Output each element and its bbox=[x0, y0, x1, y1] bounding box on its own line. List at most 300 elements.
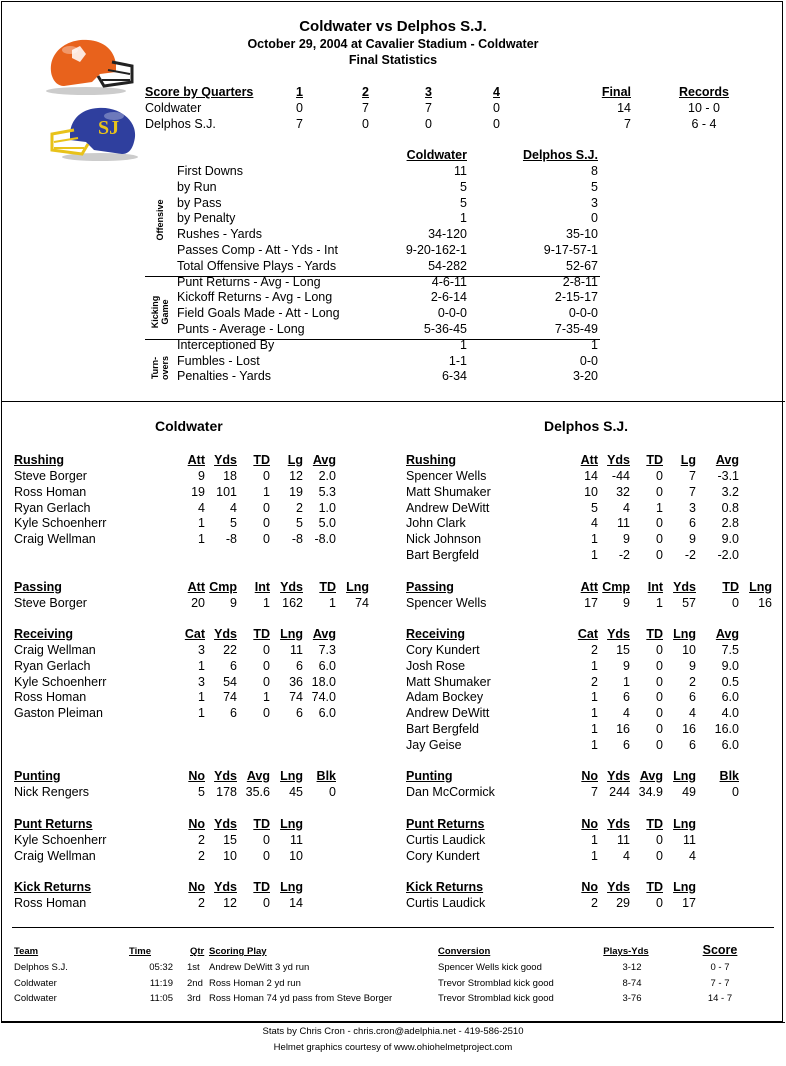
scoring-plays-yds: 3-12 bbox=[622, 962, 642, 973]
scoring-col-conversion: Conversion bbox=[438, 946, 491, 957]
column-header: No bbox=[188, 817, 205, 831]
score-team-name: Delphos S.J. bbox=[145, 117, 216, 131]
quarter-score: 7 bbox=[362, 101, 369, 115]
column-header: Att bbox=[187, 580, 205, 594]
player-stat: 74 bbox=[355, 596, 369, 610]
rushing-heading: Rushing bbox=[14, 453, 64, 467]
player-stat: 32 bbox=[616, 484, 630, 499]
scoring-plays-yds: 3-76 bbox=[622, 993, 642, 1004]
player-stat: 1 bbox=[591, 532, 598, 547]
group-label: Kicking Game bbox=[150, 295, 170, 329]
player-stat: 6.0 bbox=[721, 690, 739, 705]
team-stats-home-header: Coldwater bbox=[406, 148, 467, 162]
player-stat: 4 bbox=[623, 500, 630, 515]
player-stat: 4 bbox=[623, 848, 630, 863]
coldwater-helmet-icon bbox=[42, 36, 134, 96]
player-name: Matt Shumaker bbox=[406, 484, 491, 499]
team-stat-away: 2-15-17 bbox=[554, 290, 598, 305]
player-stat: 5 bbox=[198, 785, 205, 799]
player-stat: 34.9 bbox=[638, 785, 663, 799]
player-stat: 6 bbox=[296, 706, 303, 721]
player-stat: 0 bbox=[656, 896, 663, 910]
player-stat: 0 bbox=[263, 532, 270, 547]
player-stat: 11 bbox=[290, 833, 303, 847]
player-stat: 45 bbox=[289, 785, 303, 799]
column-header: TD bbox=[253, 627, 270, 641]
column-header: No bbox=[188, 769, 205, 783]
scoring-col-play: Scoring Play bbox=[209, 946, 267, 957]
quarter-header: 1 bbox=[296, 85, 303, 99]
scoring-plays-yds: 8-74 bbox=[622, 977, 642, 989]
player-stat: 74.0 bbox=[311, 690, 336, 705]
player-name: Curtis Laudick bbox=[406, 896, 486, 910]
player-stat: 74 bbox=[289, 690, 303, 705]
player-stat: 0 bbox=[656, 643, 663, 657]
column-header: Lng bbox=[280, 880, 303, 894]
player-stat: 2 bbox=[198, 833, 205, 847]
player-stat: 0 bbox=[656, 674, 663, 689]
quarter-score: 7 bbox=[296, 117, 303, 131]
player-name: Spencer Wells bbox=[406, 596, 487, 610]
scoring-conversion: Spencer Wells kick good bbox=[438, 962, 542, 973]
column-header: Yds bbox=[607, 817, 630, 831]
player-stat: 6.0 bbox=[721, 737, 739, 752]
player-stat: 0 bbox=[656, 722, 663, 736]
player-name: Ross Homan bbox=[14, 690, 87, 705]
player-stat: 1 bbox=[591, 833, 598, 847]
player-stat: 5 bbox=[591, 500, 598, 515]
team-stat-home: 34-120 bbox=[428, 227, 467, 242]
team-stat-label: by Run bbox=[177, 179, 217, 194]
player-stat: 1 bbox=[591, 706, 598, 721]
player-stat: 2 bbox=[591, 674, 598, 689]
column-header: Int bbox=[647, 580, 663, 594]
quarter-score: 0 bbox=[425, 117, 432, 131]
column-header: Avg bbox=[246, 769, 270, 783]
player-stat: 0 bbox=[656, 548, 663, 562]
team-record: 6 - 4 bbox=[691, 117, 717, 131]
player-stat: -8.0 bbox=[314, 532, 336, 547]
quarter-score: 0 bbox=[296, 101, 303, 115]
player-stat: 1 bbox=[656, 596, 663, 610]
scoring-col-score: Score bbox=[702, 943, 738, 957]
player-stat: 6 bbox=[689, 690, 696, 705]
column-header: TD bbox=[253, 817, 270, 831]
player-stat: 0 bbox=[263, 643, 270, 657]
player-stat: 19 bbox=[289, 484, 303, 499]
player-stat: 1 bbox=[198, 658, 205, 673]
player-stat: 0 bbox=[656, 706, 663, 721]
player-stat: 2 bbox=[296, 500, 303, 515]
team-stat-label: Punts - Average - Long bbox=[177, 322, 305, 336]
final-score: 7 bbox=[624, 117, 631, 131]
player-stat: -2 bbox=[684, 548, 696, 562]
player-stat: 0 bbox=[263, 469, 270, 483]
player-name: Jay Geise bbox=[406, 737, 462, 752]
player-name: Bart Bergfeld bbox=[406, 548, 479, 562]
player-stat: 2.8 bbox=[721, 516, 739, 531]
player-stat: 4.0 bbox=[721, 706, 739, 721]
player-stat: 4 bbox=[198, 500, 205, 515]
team-stat-home: 0-0-0 bbox=[437, 306, 467, 321]
column-header: TD bbox=[253, 880, 270, 894]
column-header: TD bbox=[646, 627, 663, 641]
team-stat-home: 54-282 bbox=[428, 258, 467, 273]
column-header: Avg bbox=[312, 453, 336, 467]
column-header: Yds bbox=[214, 453, 237, 467]
player-stat: 1 bbox=[263, 484, 270, 499]
away-team-heading: Delphos S.J. bbox=[544, 418, 629, 434]
player-name: Craig Wellman bbox=[14, 532, 96, 547]
team-stat-label: Field Goals Made - Att - Long bbox=[177, 306, 340, 321]
player-name: Craig Wellman bbox=[14, 643, 96, 657]
player-name: Curtis Laudick bbox=[406, 833, 486, 847]
player-stat: 5 bbox=[296, 516, 303, 531]
team-stat-home: 5 bbox=[460, 179, 467, 194]
player-stat: 49 bbox=[682, 785, 696, 799]
player-stat: 9 bbox=[198, 469, 205, 483]
team-stat-label: by Pass bbox=[177, 195, 222, 210]
team-stat-home: 11 bbox=[454, 164, 467, 178]
player-stat: 35.6 bbox=[245, 785, 270, 799]
player-name: Kyle Schoenherr bbox=[14, 833, 107, 847]
player-stat: 2 bbox=[198, 848, 205, 863]
player-stat: 5.3 bbox=[318, 484, 336, 499]
group-label: Turn- overs bbox=[150, 355, 170, 380]
player-stat: 6.0 bbox=[318, 658, 336, 673]
player-stat: 14 bbox=[584, 469, 598, 483]
player-stat: 54 bbox=[223, 674, 237, 689]
scoring-play: Andrew DeWitt 3 yd run bbox=[209, 962, 310, 973]
player-stat: 0 bbox=[656, 690, 663, 705]
player-stat: 10 bbox=[682, 643, 696, 657]
team-stat-home: 9-20-162-1 bbox=[405, 243, 467, 257]
player-stat: 0 bbox=[656, 484, 663, 499]
punting-heading: Punting bbox=[406, 769, 453, 783]
column-header: No bbox=[581, 769, 598, 783]
team-stat-label: First Downs bbox=[177, 164, 243, 178]
column-header: Lg bbox=[287, 453, 303, 467]
column-header: Att bbox=[187, 453, 205, 467]
player-name: Cory Kundert bbox=[406, 848, 480, 863]
scoring-qtr: 2nd bbox=[187, 977, 203, 989]
player-stat: 101 bbox=[216, 484, 237, 499]
player-stat: 9 bbox=[689, 658, 696, 673]
team-stat-home: 2-6-14 bbox=[430, 290, 467, 305]
player-stat: 36 bbox=[289, 674, 303, 689]
player-name: Ryan Gerlach bbox=[14, 500, 91, 515]
column-header: Lng bbox=[346, 580, 369, 594]
player-stat: 5.0 bbox=[318, 516, 336, 531]
player-name: Steve Borger bbox=[14, 596, 87, 610]
team-stat-home: 1 bbox=[460, 211, 467, 226]
column-header: Avg bbox=[639, 769, 663, 783]
column-header: Blk bbox=[719, 769, 739, 783]
column-header: Yds bbox=[280, 580, 303, 594]
team-stat-away: 35-10 bbox=[566, 227, 598, 242]
player-stat: -8 bbox=[225, 532, 237, 547]
player-stat: -3.1 bbox=[717, 469, 739, 483]
player-stat: 7 bbox=[591, 785, 598, 799]
quarter-header: 3 bbox=[425, 85, 432, 99]
player-stat: 1 bbox=[198, 516, 205, 531]
team-stat-home: 1 bbox=[460, 337, 467, 352]
player-stat: 1 bbox=[198, 706, 205, 721]
column-header: Int bbox=[254, 580, 270, 594]
column-header: Lg bbox=[680, 453, 696, 467]
player-stat: 2 bbox=[591, 896, 598, 910]
final-score: 14 bbox=[617, 101, 631, 115]
player-stat: 1 bbox=[656, 500, 663, 515]
player-stat: 244 bbox=[609, 785, 630, 799]
player-stat: 22 bbox=[223, 643, 237, 657]
player-stat: 9 bbox=[623, 596, 630, 610]
records-header: Records bbox=[678, 85, 730, 99]
player-stat: 6 bbox=[623, 690, 630, 705]
player-stat: 1 bbox=[198, 690, 205, 705]
player-stat: 16 bbox=[616, 722, 630, 736]
column-header: Lng bbox=[673, 817, 696, 831]
scoring-conversion: Trevor Stromblad kick good bbox=[438, 993, 554, 1004]
player-stat: 7 bbox=[689, 484, 696, 499]
scoring-col-qtr: Qtr bbox=[190, 946, 205, 957]
team-stats-away-header: Delphos S.J. bbox=[522, 148, 598, 162]
column-header: Yds bbox=[607, 627, 630, 641]
team-stat-away: 2-8-11 bbox=[562, 274, 598, 289]
player-stat: 0 bbox=[263, 658, 270, 673]
column-header: Att bbox=[580, 453, 598, 467]
team-stat-label: Rushes - Yards bbox=[177, 227, 262, 242]
player-stat: -44 bbox=[611, 469, 630, 483]
player-name: Ross Homan bbox=[14, 484, 87, 499]
player-stat: 15 bbox=[616, 643, 630, 657]
column-header: Blk bbox=[316, 769, 336, 783]
player-stat: 4 bbox=[689, 848, 696, 863]
player-name: Steve Borger bbox=[14, 469, 87, 483]
player-name: Adam Bockey bbox=[406, 690, 484, 705]
scoring-time: 11:05 bbox=[149, 993, 173, 1004]
team-stat-away: 1 bbox=[591, 337, 598, 352]
column-header: Cmp bbox=[209, 580, 237, 594]
player-stat: 15 bbox=[223, 833, 237, 847]
team-stat-away: 8 bbox=[591, 164, 598, 178]
player-stat: 1 bbox=[263, 596, 270, 610]
player-stat: 10 bbox=[289, 848, 303, 863]
player-stat: 11 bbox=[683, 833, 696, 847]
punt-returns-heading: Punt Returns bbox=[406, 817, 485, 831]
player-stat: 74 bbox=[223, 690, 237, 705]
scoring-qtr: 3rd bbox=[187, 993, 201, 1004]
team-stat-away: 0 bbox=[591, 211, 598, 226]
player-stat: 57 bbox=[682, 596, 696, 610]
quarter-score: 0 bbox=[493, 101, 500, 115]
column-header: No bbox=[188, 880, 205, 894]
player-stat: 3.2 bbox=[721, 484, 739, 499]
column-header: Avg bbox=[312, 627, 336, 641]
player-stat: 2 bbox=[689, 674, 696, 689]
kick-returns-heading: Kick Returns bbox=[406, 880, 484, 894]
game-status: Final Statistics bbox=[348, 53, 438, 67]
player-stat: 1.0 bbox=[318, 500, 336, 515]
column-header: TD bbox=[646, 880, 663, 894]
team-stat-home: 1-1 bbox=[448, 353, 467, 368]
player-name: Andrew DeWitt bbox=[406, 500, 490, 515]
team-stat-label: Penalties - Yards bbox=[177, 369, 272, 384]
scoring-score: 0 - 7 bbox=[710, 962, 730, 973]
scoring-qtr: 1st bbox=[187, 962, 200, 973]
player-stat: 1 bbox=[329, 596, 336, 610]
column-header: Yds bbox=[214, 817, 237, 831]
team-stat-label: Passes Comp - Att - Yds - Int bbox=[177, 243, 338, 257]
player-stat: 0 bbox=[656, 516, 663, 531]
player-stat: 12 bbox=[289, 469, 303, 483]
passing-heading: Passing bbox=[14, 580, 62, 594]
player-stat: 6 bbox=[230, 706, 237, 721]
player-stat: 4 bbox=[689, 706, 696, 721]
column-header: Lng bbox=[280, 627, 303, 641]
player-name: Gaston Pleiman bbox=[14, 706, 103, 721]
home-team-heading: Coldwater bbox=[155, 418, 223, 434]
team-stat-label: Interceptioned By bbox=[177, 337, 275, 352]
player-stat: 7 bbox=[689, 469, 696, 483]
scoring-score: 14 - 7 bbox=[707, 993, 733, 1004]
team-stat-home: 5-36-45 bbox=[423, 322, 467, 336]
column-header: Lng bbox=[280, 817, 303, 831]
scoring-team: Coldwater bbox=[14, 977, 57, 989]
player-stat: 9 bbox=[623, 658, 630, 673]
column-header: TD bbox=[646, 817, 663, 831]
player-name: Dan McCormick bbox=[406, 785, 495, 799]
scoring-score: 7 - 7 bbox=[710, 977, 730, 989]
player-stat: 2 bbox=[198, 896, 205, 910]
player-stat: 0 bbox=[732, 785, 739, 799]
player-stat: 0 bbox=[263, 706, 270, 721]
player-stat: 9.0 bbox=[721, 532, 739, 547]
player-stat: 1 bbox=[591, 548, 598, 562]
scoring-play: Ross Homan 2 yd run bbox=[209, 977, 301, 989]
team-stat-label: Punt Returns - Avg - Long bbox=[177, 274, 321, 289]
column-header: Cat bbox=[184, 627, 205, 641]
player-stat: 11 bbox=[617, 833, 630, 847]
player-stat: 4 bbox=[591, 516, 598, 531]
player-stat: 178 bbox=[216, 785, 237, 799]
player-stat: 1 bbox=[591, 658, 598, 673]
player-stat: 2.0 bbox=[318, 469, 336, 483]
player-name: Cory Kundert bbox=[406, 643, 480, 657]
player-stat: 0 bbox=[263, 896, 270, 910]
column-header: TD bbox=[253, 453, 270, 467]
player-stat: 0 bbox=[263, 500, 270, 515]
player-stat: 0 bbox=[329, 785, 336, 799]
player-stat: 0 bbox=[656, 833, 663, 847]
column-header: TD bbox=[722, 580, 739, 594]
player-stat: -8 bbox=[291, 532, 303, 547]
player-name: Andrew DeWitt bbox=[406, 706, 490, 721]
player-stat: -2 bbox=[618, 548, 630, 562]
player-name: Matt Shumaker bbox=[406, 674, 491, 689]
scoring-team: Delphos S.J. bbox=[14, 962, 68, 973]
column-header: No bbox=[581, 880, 598, 894]
player-name: Craig Wellman bbox=[14, 848, 96, 863]
team-stat-label: Kickoff Returns - Avg - Long bbox=[177, 290, 333, 305]
player-stat: 5 bbox=[230, 516, 237, 531]
player-stat: 4 bbox=[230, 500, 237, 515]
player-stat: 1 bbox=[591, 722, 598, 736]
player-stat: 11 bbox=[617, 516, 630, 531]
player-stat: 1 bbox=[623, 674, 630, 689]
delphos-helmet-icon bbox=[46, 104, 142, 162]
column-header: Lng bbox=[749, 580, 772, 594]
player-stat: 3 bbox=[198, 643, 205, 657]
column-header: Yds bbox=[214, 880, 237, 894]
rushing-heading: Rushing bbox=[406, 453, 456, 467]
player-stat: 0 bbox=[656, 532, 663, 547]
score-team-name: Coldwater bbox=[145, 101, 202, 115]
column-header: Yds bbox=[607, 880, 630, 894]
player-stat: 16 bbox=[758, 596, 772, 610]
column-header: TD bbox=[646, 453, 663, 467]
group-label: Offensive bbox=[155, 199, 165, 241]
receiving-heading: Receiving bbox=[14, 627, 74, 641]
punt-returns-heading: Punt Returns bbox=[14, 817, 93, 831]
scoring-time: 05:32 bbox=[149, 962, 173, 973]
team-stat-away: 5 bbox=[591, 179, 598, 194]
player-stat: 1 bbox=[591, 690, 598, 705]
team-stat-away: 9-17-57-1 bbox=[543, 243, 598, 257]
passing-heading: Passing bbox=[406, 580, 454, 594]
player-name: Nick Rengers bbox=[14, 785, 90, 799]
team-stat-away: 3 bbox=[591, 195, 598, 210]
quarter-score: 7 bbox=[425, 101, 432, 115]
scoring-divider bbox=[12, 927, 774, 928]
player-stat: 17 bbox=[682, 896, 696, 910]
team-stat-home: 6-34 bbox=[441, 369, 467, 384]
player-name: Nick Johnson bbox=[406, 532, 482, 547]
player-stat: 3 bbox=[689, 500, 696, 515]
quarter-score: 0 bbox=[362, 117, 369, 131]
player-stat: 18.0 bbox=[311, 674, 336, 689]
receiving-heading: Receiving bbox=[406, 627, 466, 641]
game-subtitle: October 29, 2004 at Cavalier Stadium - Coldwater bbox=[247, 37, 539, 51]
kick-returns-heading: Kick Returns bbox=[14, 880, 92, 894]
player-stat: 0 bbox=[263, 848, 270, 863]
punting-heading: Punting bbox=[14, 769, 61, 783]
player-stat: 6 bbox=[689, 737, 696, 752]
player-stat: 6 bbox=[296, 658, 303, 673]
player-stat: 10 bbox=[584, 484, 598, 499]
player-stat: 0 bbox=[656, 737, 663, 752]
player-stat: 1 bbox=[263, 690, 270, 705]
column-header: Yds bbox=[214, 769, 237, 783]
footer-helmet-credit: Helmet graphics courtesy of www.ohiohelmetproject.com bbox=[273, 1042, 513, 1053]
column-header: Lng bbox=[673, 880, 696, 894]
player-stat: 7.3 bbox=[318, 643, 336, 657]
footer-divider bbox=[1, 1022, 785, 1023]
scoring-team: Coldwater bbox=[14, 993, 57, 1004]
player-stat: 7.5 bbox=[721, 643, 739, 657]
player-stat: 9 bbox=[689, 532, 696, 547]
player-stat: 11 bbox=[290, 643, 303, 657]
player-stat: 1 bbox=[591, 848, 598, 863]
quarter-score: 0 bbox=[493, 117, 500, 131]
player-stat: 2 bbox=[591, 643, 598, 657]
column-header: Yds bbox=[214, 627, 237, 641]
player-stat: 0.5 bbox=[721, 674, 739, 689]
team-stat-label: Total Offensive Plays - Yards bbox=[177, 258, 337, 273]
player-stat: 6 bbox=[230, 658, 237, 673]
team-stat-away: 0-0-0 bbox=[568, 306, 598, 321]
team-stat-away: 3-20 bbox=[572, 369, 598, 384]
